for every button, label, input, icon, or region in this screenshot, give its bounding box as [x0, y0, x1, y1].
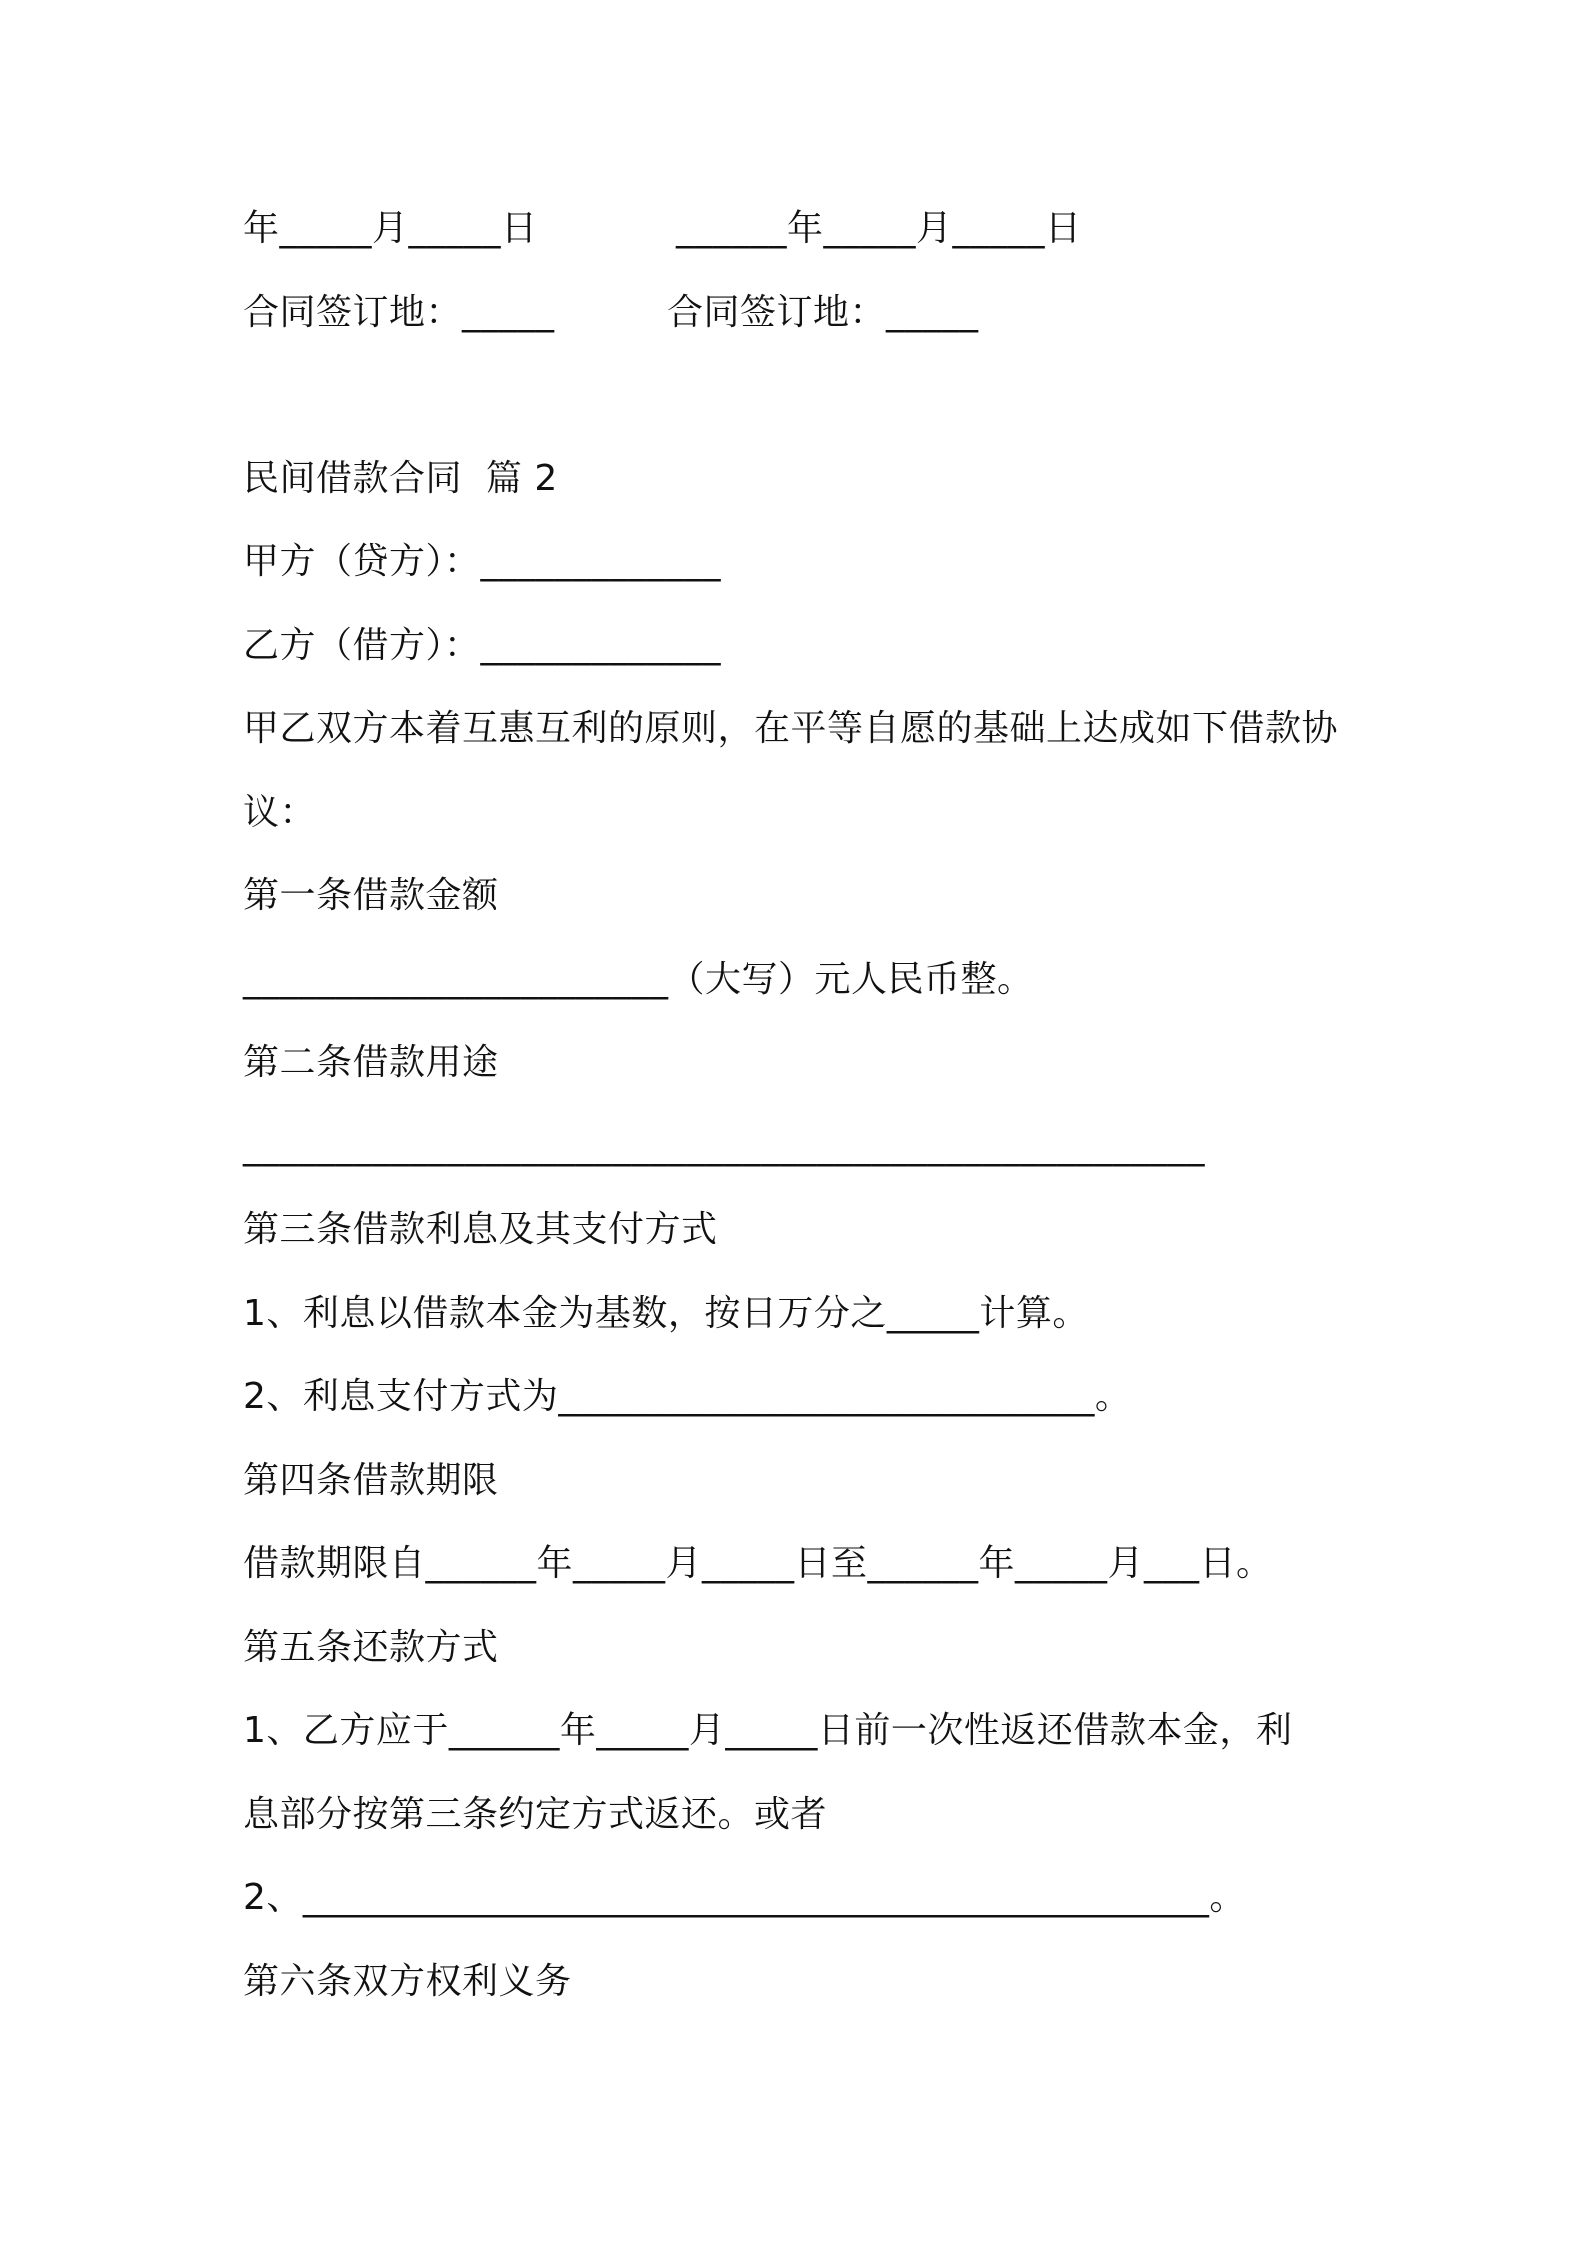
article-4-body: 借款期限自______年_____月_____日至______年_____月___日。 [243, 1543, 1273, 1584]
article-3-heading: 第三条借款利息及其支付方式 [243, 1209, 718, 1250]
signing-place-right: 合同签订地：_____ [667, 292, 979, 333]
preamble-line-1: 甲乙双方本着互惠互利的原则，在平等自愿的基础上达成如下借款协 [243, 708, 1339, 749]
article-3-item-2: 2、利息支付方式为_____________________________。 [243, 1376, 1132, 1417]
signing-place-left: 合同签订地：_____ [243, 292, 555, 333]
article-6-heading: 第六条双方权利义务 [243, 1961, 572, 2002]
preamble-line-2: 议： [243, 792, 317, 833]
party-a-line: 甲方（贷方）：_____________ [243, 541, 722, 582]
article-2-heading: 第二条借款用途 [243, 1042, 499, 1083]
party-b-line: 乙方（借方）：_____________ [243, 625, 722, 666]
article-3-item-1: 1、利息以借款本金为基数，按日万分之_____计算。 [243, 1293, 1089, 1334]
date-line-right: ______年_____月_____日 [676, 208, 1082, 249]
article-1-heading: 第一条借款金额 [243, 875, 499, 916]
contract-title: 民间借款合同 篇 2 [243, 458, 558, 499]
article-5-item-1-line-2: 息部分按第三条约定方式返还。或者 [243, 1794, 828, 1835]
article-5-heading: 第五条还款方式 [243, 1627, 499, 1668]
signing-place-line [243, 289, 1343, 337]
article-2-body: ____________________________________________________ [243, 1126, 1205, 1167]
date-line [243, 205, 1343, 253]
article-4-heading: 第四条借款期限 [243, 1460, 499, 1501]
article-5-item-2: 2、_________________________________________________。 [243, 1877, 1246, 1918]
article-5-item-1-line-1: 1、乙方应于______年_____月_____日前一次性返还借款本金，利 [243, 1710, 1293, 1751]
date-line-left: 年_____月_____日 [243, 208, 538, 249]
article-1-body: _______________________（大写）元人民币整。 [243, 959, 1034, 1000]
